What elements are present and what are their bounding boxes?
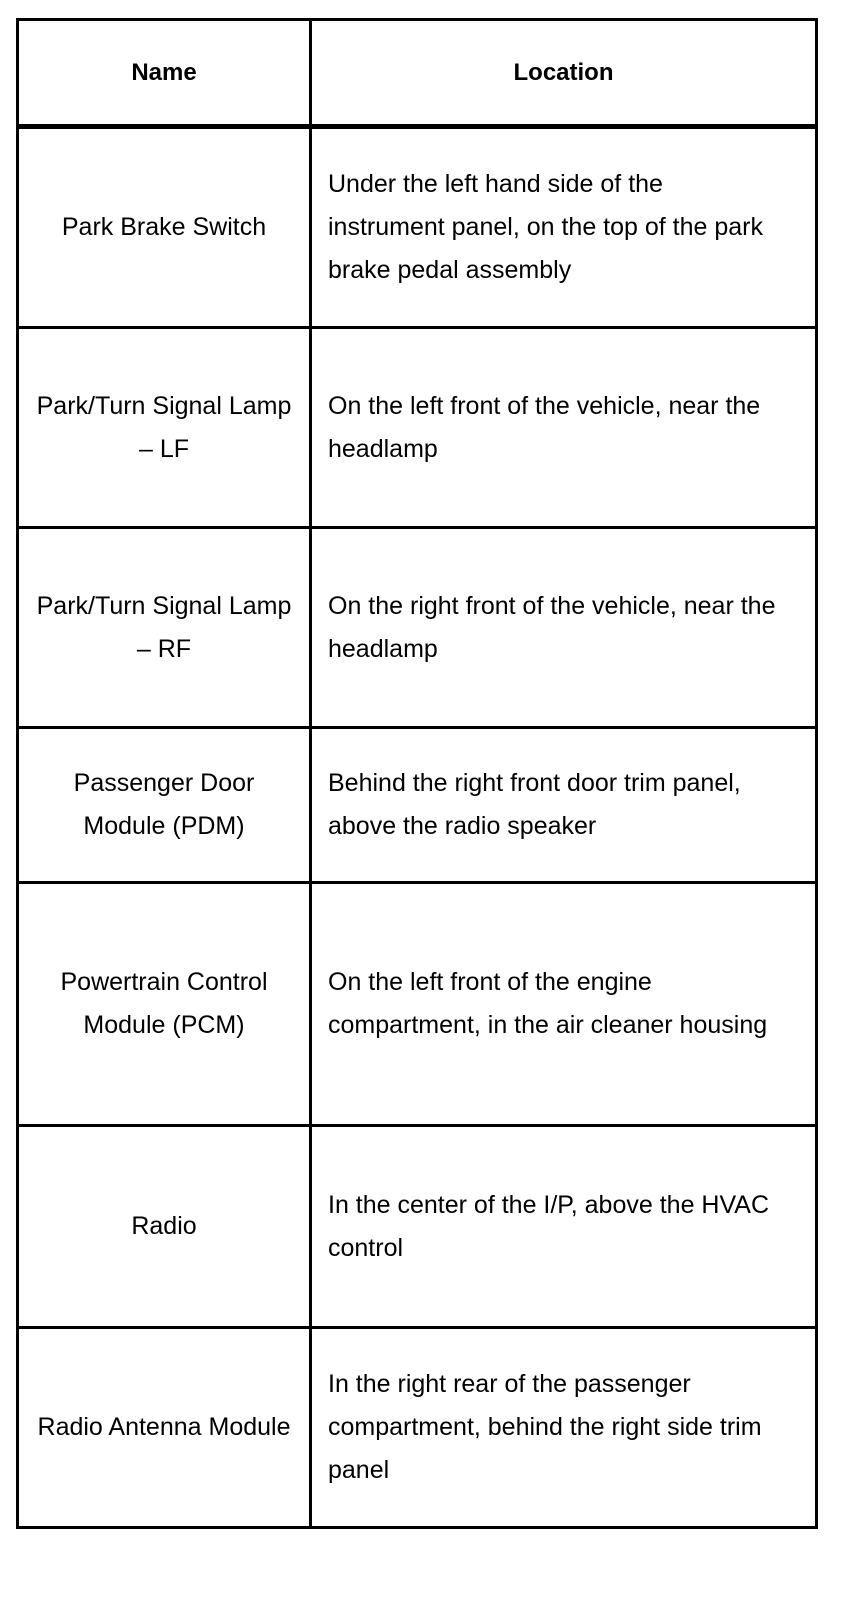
table-row <box>18 883 817 1126</box>
component-name: Park/Turn Signal Lamp – RF <box>18 528 311 728</box>
component-location: Behind the right front door trim panel, above the radio speaker <box>311 728 817 883</box>
component-location-table <box>16 18 818 1529</box>
header-location: Location <box>311 20 817 127</box>
component-location: In the center of the I/P, above the HVAC control <box>311 1126 817 1328</box>
table-row <box>18 728 817 883</box>
component-location: In the right rear of the passenger compartment, behind the right side trim panel <box>311 1328 817 1528</box>
component-name: Radio Antenna Module <box>18 1328 311 1528</box>
component-location: On the right front of the vehicle, near the headlamp <box>311 528 817 728</box>
table-row <box>18 1328 817 1528</box>
table-row <box>18 528 817 728</box>
component-name: Park/Turn Signal Lamp – LF <box>18 328 311 528</box>
component-name: Radio <box>18 1126 311 1328</box>
component-location: On the left front of the engine compartment, in the air cleaner housing <box>311 883 817 1126</box>
table-row <box>18 1126 817 1328</box>
header-name: Name <box>18 20 311 127</box>
component-location: Under the left hand side of the instrument panel, on the top of the park brake pedal assembly <box>311 127 817 328</box>
table-row <box>18 328 817 528</box>
component-name: Powertrain Control Module (PCM) <box>18 883 311 1126</box>
component-name: Passenger Door Module (PDM) <box>18 728 311 883</box>
component-location: On the left front of the vehicle, near the headlamp <box>311 328 817 528</box>
table-row <box>18 127 817 328</box>
component-name: Park Brake Switch <box>18 127 311 328</box>
table-header-row <box>18 20 817 127</box>
